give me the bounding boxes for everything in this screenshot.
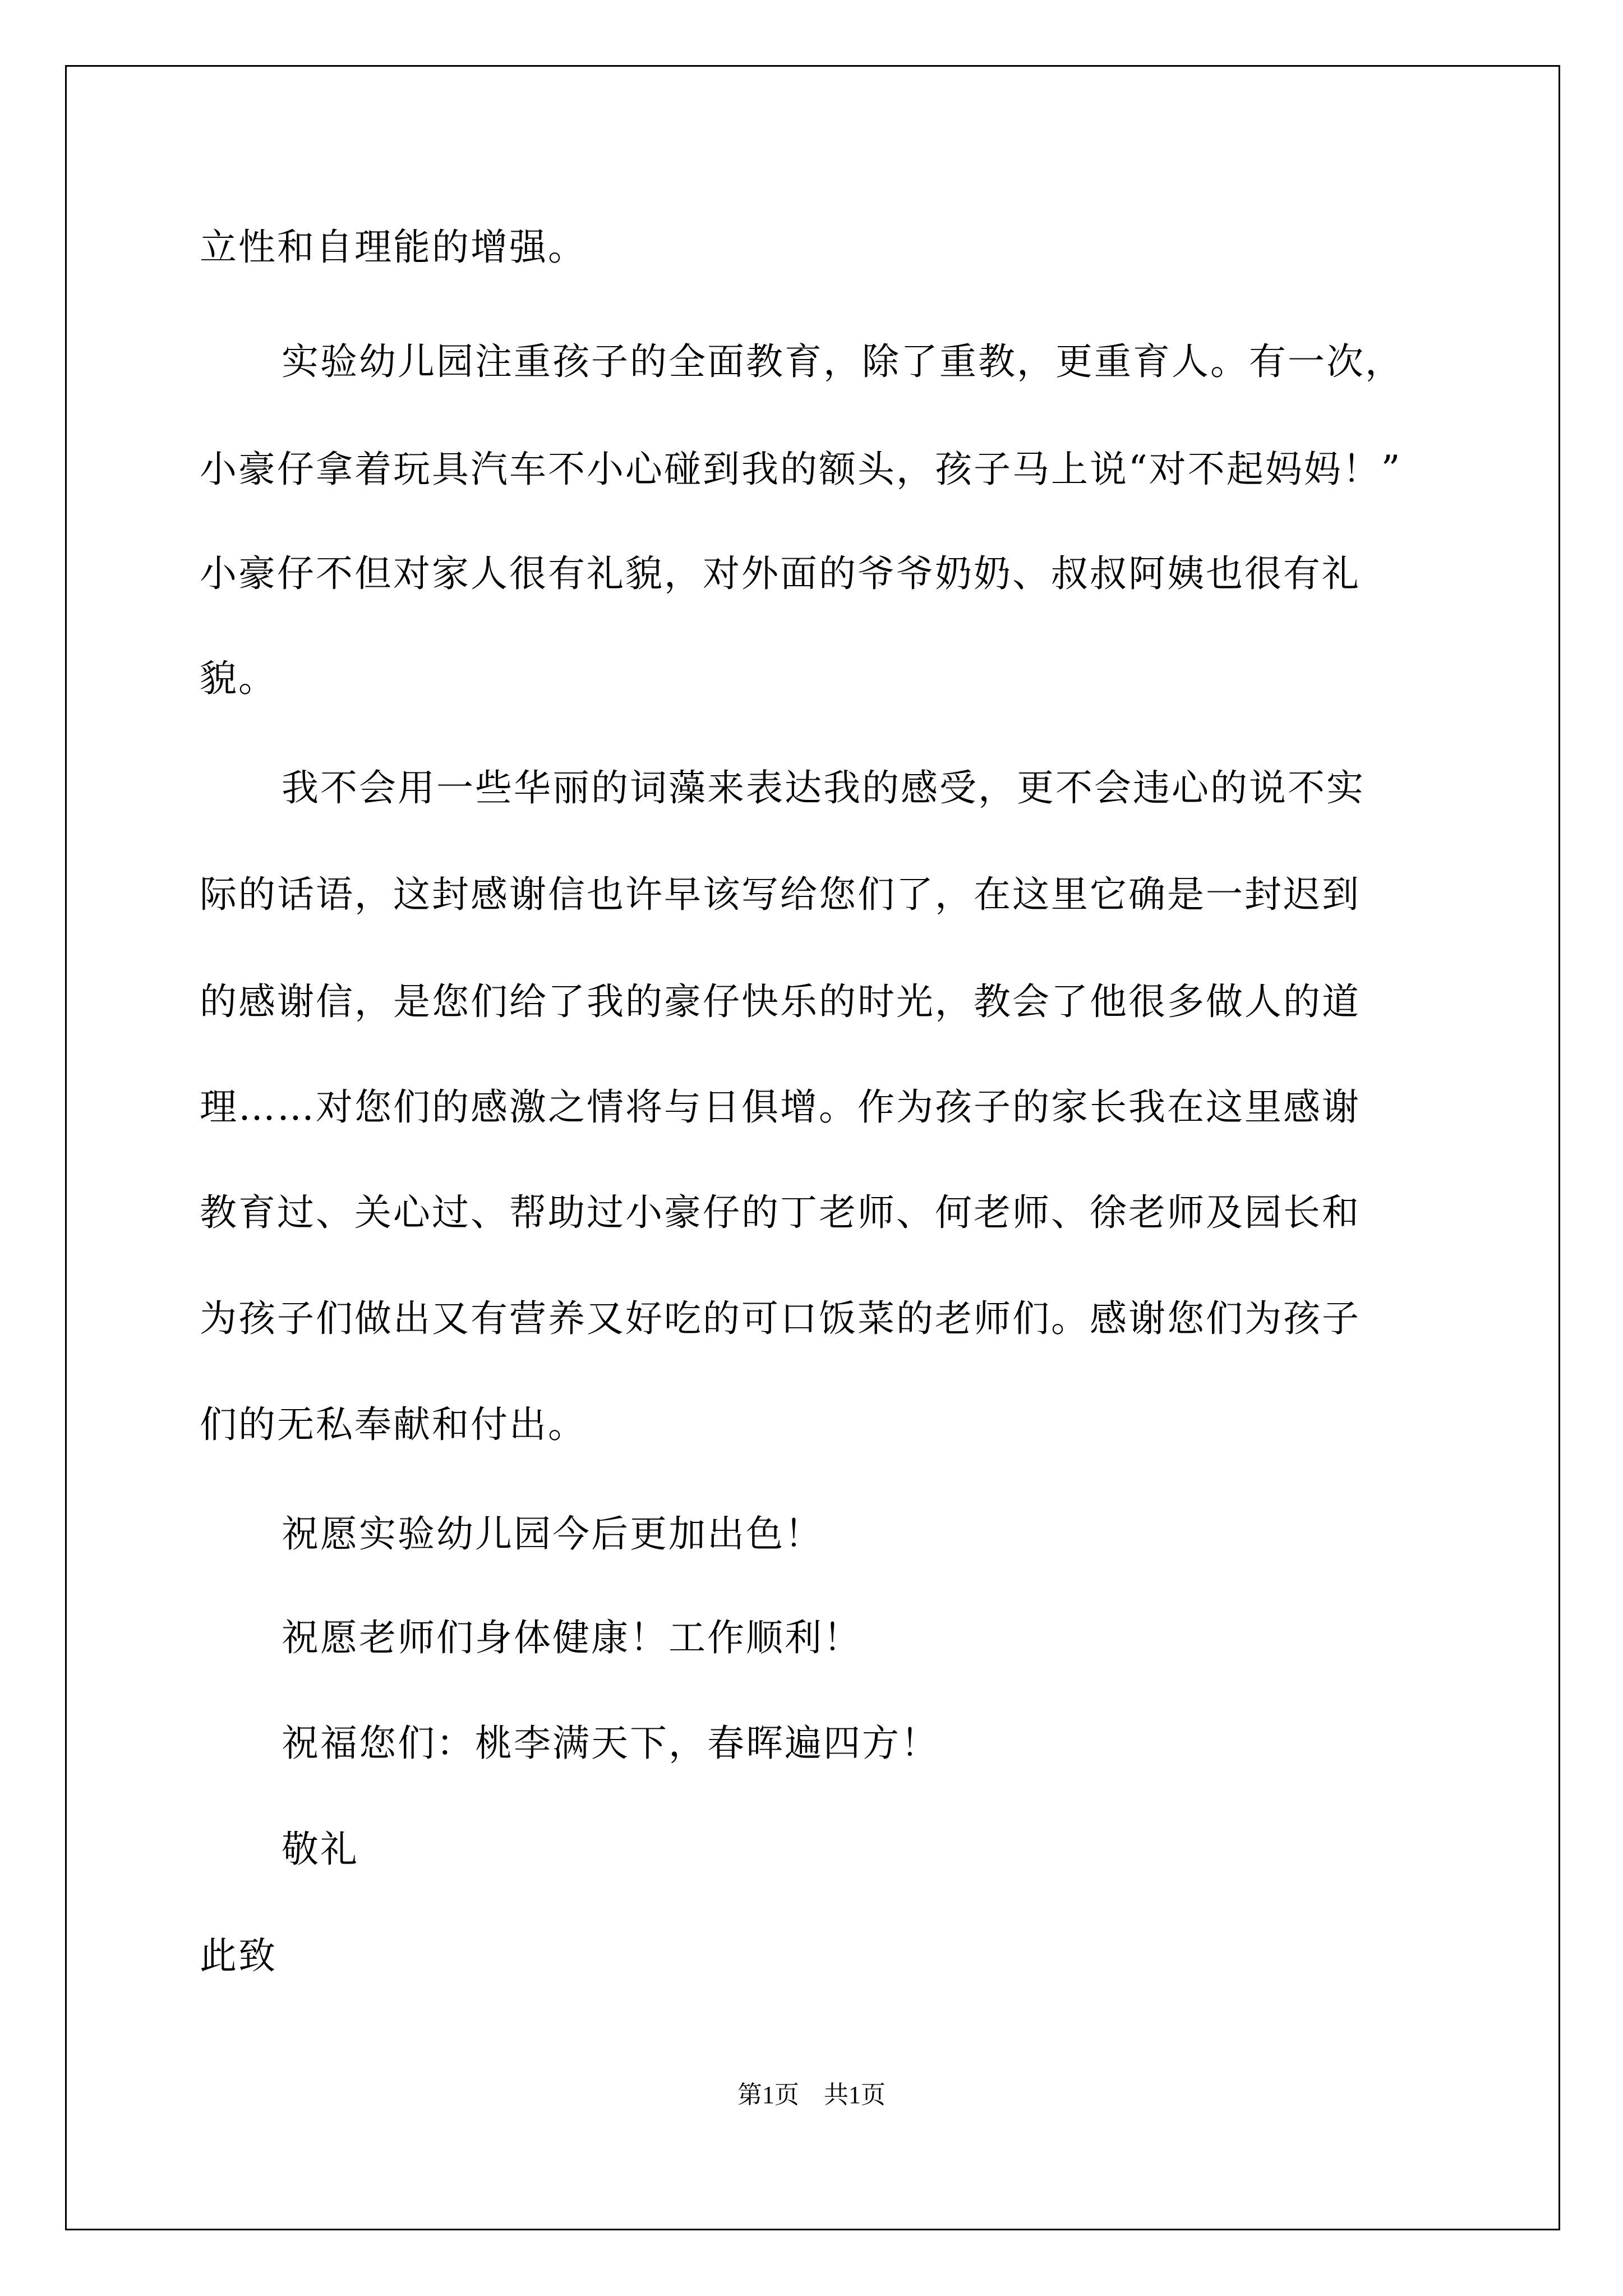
paragraph-line: 祝愿老师们身体健康！工作顺利！ [282, 1616, 862, 1659]
paragraph-line: 的感谢信，是您们给了我的豪仔快乐的时光，教会了他很多做人的道 [200, 980, 1361, 1023]
paragraph-line: 际的话语，这封感谢信也许早该写给您们了，在这里它确是一封迟到 [200, 873, 1361, 916]
page-number: 第1页 [737, 2081, 799, 2109]
paragraph-line: 实验幼儿园注重孩子的全面教育，除了重教，更重育人。有一次， [282, 340, 1404, 383]
paragraph-line: 小豪仔不但对家人很有礼貌，对外面的爷爷奶奶、叔叔阿姨也很有礼 [200, 552, 1361, 595]
paragraph-line: 我不会用一些华丽的词藻来表达我的感受，更不会违心的说不实 [282, 766, 1365, 809]
paragraph-line: 理……对您们的感激之情将与日俱增。作为孩子的家长我在这里感谢 [200, 1085, 1361, 1129]
closing-phrase: 此致 [200, 1934, 277, 1977]
paragraph-line: 小豪仔拿着玩具汽车不小心碰到我的额头，孩子马上说“对不起妈妈！” [200, 448, 1402, 491]
paragraph-line: 祝福您们：桃李满天下，春晖遍四方！ [282, 1722, 939, 1765]
page-footer [0, 2078, 1623, 2112]
paragraph-line: 祝愿实验幼儿园今后更加出色！ [282, 1512, 823, 1556]
paragraph-line: 教育过、关心过、帮助过小豪仔的丁老师、何老师、徐老师及园长和 [200, 1191, 1361, 1234]
page-total: 共1页 [824, 2081, 886, 2109]
paragraph-line: 立性和自理能的增强。 [200, 226, 587, 269]
paragraph-line: 们的无私奉献和付出。 [200, 1403, 587, 1446]
closing-salutation: 敬礼 [282, 1828, 359, 1871]
page-border [65, 65, 1560, 2230]
paragraph-line: 为孩子们做出又有营养又好吃的可口饭菜的老师们。感谢您们为孩子 [200, 1297, 1361, 1340]
paragraph-line: 貌。 [200, 657, 277, 700]
